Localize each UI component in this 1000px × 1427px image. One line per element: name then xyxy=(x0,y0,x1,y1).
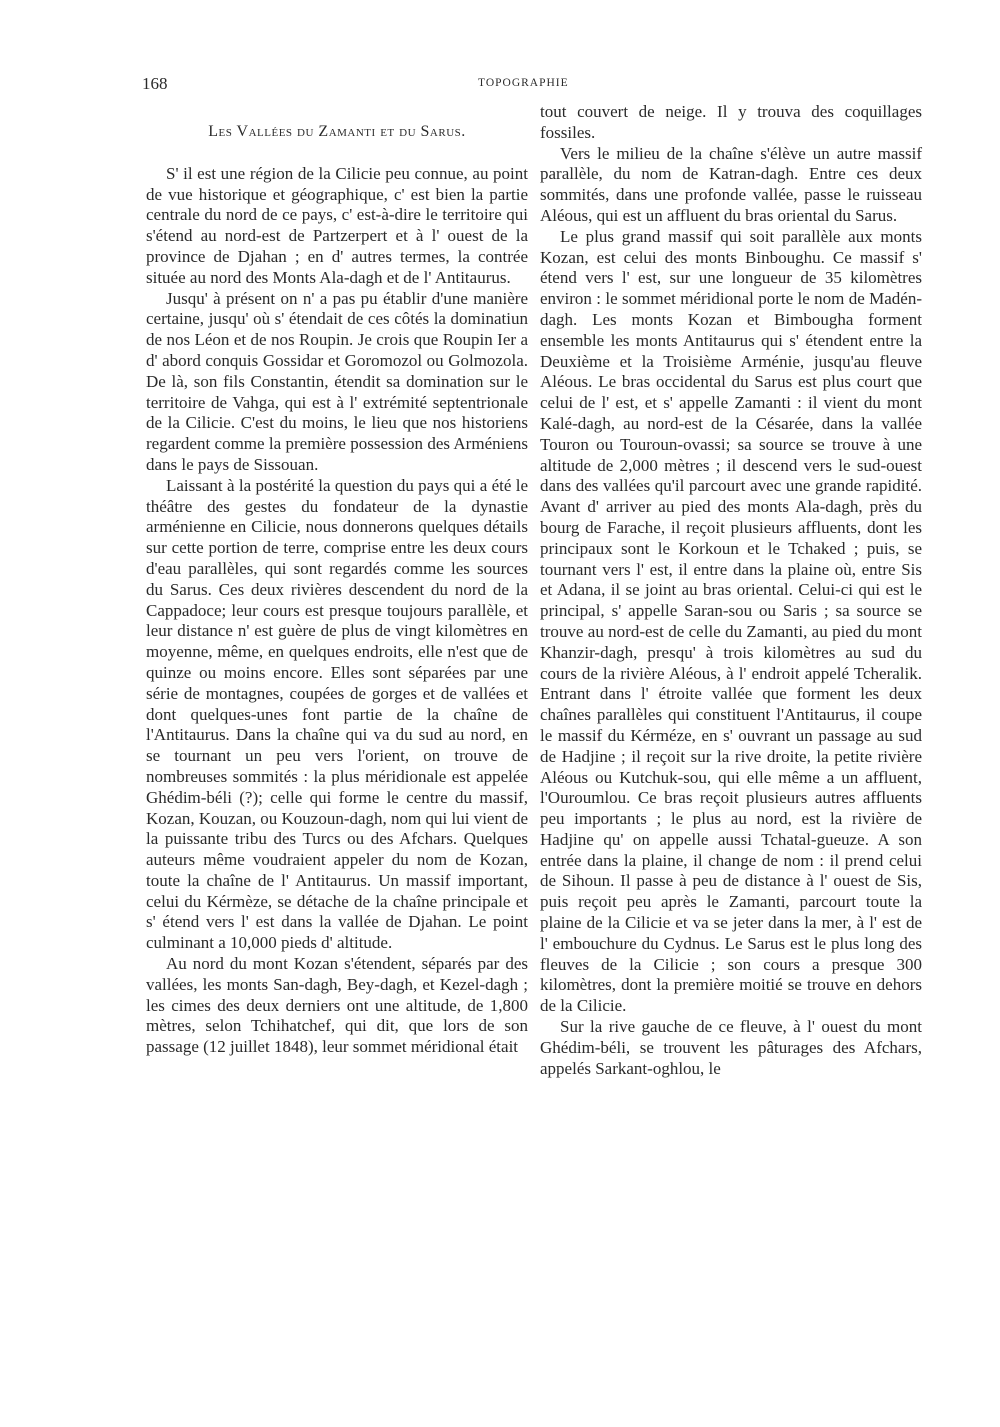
running-title: TOPOGRAPHIE xyxy=(478,77,569,89)
paragraph: Le plus grand massif qui soit parallèle aux monts Kozan, est celui des monts Binboughu. Ce massif s' étend vers l' est, sur une longueur de 35 kilomètres environ : le sommet méridional porte le nom de Madén-dagh. Les monts Kozan et Bimbougha forment ensemble les monts Antitaurus qui s' étendent entre la Deuxième et la Troisième Arménie, jusqu'au fleuve Aléous. Le bras occidental du Sarus est plus court que celui de l' est, et s' appelle Zamanti : il vient du mont Kalé-dagh, au nord-est de la Césarée, dans la vallée Touron ou Touroun-ovassi; sa source se trouve à une altitude de 2,000 mètres ; il descend vers le sud-ouest dans des vallées qu'il parcourt avec une grande rapidité. Avant d' arriver au pied des monts Ala-dagh, près du bourg de Farache, il reçoit plusieurs affluents, dont les principaux sont le Korkoun et le Tchaked ; puis, se tournant vers l' est, il entre dans la plaine où, entre Sis et Adana, il se joint au bras oriental. Celui-ci qui est le principal, s' appelle Saran-sou ou Saris ; sa source se trouve au nord-est de celle du Zamanti, au pied du mont Khanzir-dagh, presqu' à trois kilomètres au sud du cours de la rivière Aléous, à l' endroit appelé Tcheralik. Entrant dans l' étroite vallée que forment les deux chaînes parallèles qui constituent l'Antitaurus, il coupe le massif du Kérméze, en s' ouvrant un passage au sud de Hadjine ; il reçoit sur la rive droite, la petite rivière Aléous ou Kutchuk-sou, qui elle même a un affluent, l'Ouroumlou. Ce bras reçoit plusieurs autres affluents peu importants ; le plus au nord, est la rivière de Hadjine qu' on appelle aussi Tchatal-gueuze. A son entrée dans la plaine, il change de nom : il prend celui de Sihoun. Il passe à peu de distance à l' ouest de Sis, puis reçoit peu après le Zamanti, parcourt toute la plaine de la Cilicie et va se jeter dans la mer, à l' est de l' embouchure du Cydnus. Le Sarus est le plus long des fleuves de la Cilicie ; son cours a presque 300 kilomètres, dont la première moitié se trouve en dehors de la Cilicie. xyxy=(540,226,922,1016)
running-header xyxy=(142,74,922,96)
right-column xyxy=(540,102,922,1079)
left-column xyxy=(146,122,528,1058)
paragraph: Laissant à la postérité la question du pays qui a été le théâtre des gestes du fondateur de la dynastie arménienne en Cilicie, nous donnerons quelques détails sur cette portion de terre, comprise entre les deux cours d'eau parallèles, qui sont regardés comme les sources du Sarus. Ces deux rivières descendent du nord de la Cappadoce; leur cours est presque toujours parallèle, et leur distance n' est guère de plus de vingt kilomètres en moyenne, même, en quelques endroits, elle n'est que de quinze ou moins encore. Elles sont séparées par une série de montagnes, coupées de gorges et de vallées et dont quelques-unes font partie de la chaîne de l'Antitaurus. Dans la chaîne qui va du sud au nord, en se tournant un peu vers l'orient, on trouve de nombreuses sommités : la plus méridionale est appelée Ghédim-béli (?); celle qui forme le centre du massif, Kozan, Kouzan, ou Kouzoun-dagh, nom qui lui vient de la puissante tribu des Turcs ou des Afchars. Quelques auteurs même voudraient appeler du nom de Kozan, toute la chaîne de l' Antitaurus. Un massif important, celui du Kérmèze, se détache de la chaîne principale et s' étend vers l' est dans la vallée de Djahan. Le point culminant a 10,000 pieds d' altitude. xyxy=(146,475,528,953)
paragraph: Vers le milieu de la chaîne s'élève un autre massif parallèle, du nom de Katran-dagh. Entre ces deux sommités, dans une profonde vallée, passe le ruisseau Aléous, qui est un affluent du bras oriental du Sarus. xyxy=(540,143,922,225)
paragraph: S' il est une région de la Cilicie peu connue, au point de vue historique et géographique, c' est bien la partie centrale du nord de ce pays, c' est-à-dire le territoire qui s'étend au nord-est de Partzerpert et à l' ouest de la province de Djahan ; en d' autres termes, la contrée située au nord des Monts Ala-dagh et de l' Antitaurus. xyxy=(146,163,528,287)
page-number: 168 xyxy=(142,74,168,93)
paragraph: Jusqu' à présent on n' a pas pu établir d'une manière certaine, jusqu' où s' étendait de ces côtés la dominatiun de nos Léon et de nos Roupin. Je crois que Roupin Ier a d' abord conquis Gossidar et Goromozol ou Golmozola. De là, son fils Constantin, étendit sa domination sur le territoire de Vahga, qui est à l' extrémité septentrionale de la Cilicie. C'est du moins, le lieu que nos historiens regardent comme la première possession des Arméniens dans le pays de Sissouan. xyxy=(146,288,528,474)
paragraph: Au nord du mont Kozan s'étendent, séparés par des vallées, les monts San-dagh, Bey-dagh, et Kezel-dagh ; les cimes des deux derniers ont une altitude, de 1,800 mètres, selon Tchihatchef, qui dit, que lors de son passage (12 juillet 1848), leur sommet méridional était xyxy=(146,954,528,1057)
paragraph-continued: tout couvert de neige. Il y trouva des coquillages fossiles. xyxy=(540,102,922,142)
section-heading: Les Vallées du Zamanti et du Sarus. xyxy=(208,123,466,140)
paragraph: Sur la rive gauche de ce fleuve, à l' ouest du mont Ghédim-béli, se trouvent les pâturages des Afchars, appelés Sarkant-oghlou, le xyxy=(540,1017,922,1078)
